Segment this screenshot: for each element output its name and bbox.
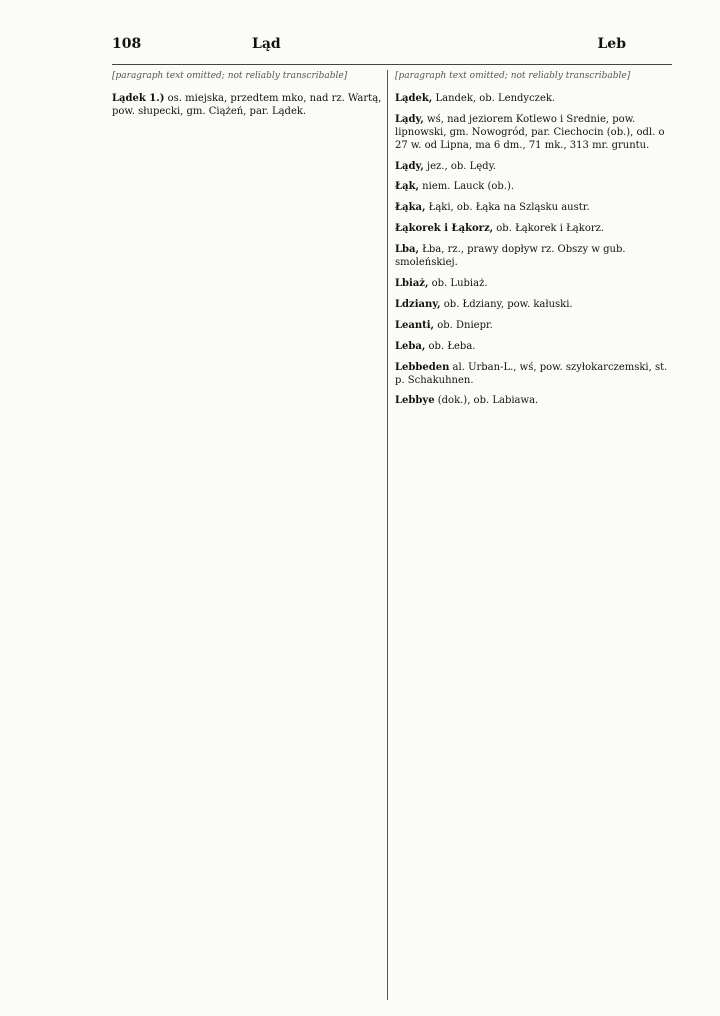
right-definition: ob. Lubiaż.	[428, 277, 488, 289]
left-column-omitted-note: [paragraph text omitted; not reliably transcribable]	[112, 71, 348, 81]
left-headword: Lądek 1.)	[112, 92, 165, 104]
right-definition: ob. Łeba.	[425, 340, 476, 352]
right-entry	[395, 278, 677, 291]
right-headword: Łąk,	[395, 181, 419, 193]
right-entry	[395, 93, 677, 106]
right-entry	[395, 244, 677, 270]
right-definition: ob. Łdziany, pow. kałuski.	[440, 298, 573, 310]
left-entries	[112, 93, 382, 119]
right-definition: jez., ob. Lędy.	[423, 160, 497, 172]
right-definition: ob. Łąkorek i Łąkorz.	[493, 223, 605, 235]
right-entry	[395, 362, 677, 388]
right-column-omitted-note: [paragraph text omitted; not reliably transcribable]	[395, 71, 631, 81]
left-definition: os. miejska, przedtem mko, nad rz. Wartą, pow. słupecki, gm. Ciążeń, par. Lądek.	[112, 92, 382, 117]
page-number: 108	[112, 36, 142, 52]
right-entry	[395, 223, 677, 236]
right-headword: Leanti,	[395, 319, 435, 331]
right-headword: Lądy,	[395, 160, 424, 172]
right-entry	[395, 395, 677, 408]
right-definition: ob. Dniepr.	[434, 319, 493, 331]
header-rule	[112, 64, 672, 65]
right-entry	[395, 320, 677, 333]
right-definition: Łba, rz., prawy dopływ rz. Obszy w gub. smoleńskiej.	[395, 244, 626, 269]
right-headword: Leba,	[395, 340, 426, 352]
right-headword: Lądek,	[395, 92, 433, 104]
right-definition: al. Urban-L., wś, pow. szyłokarczemski, st. p. Schakuhnen.	[395, 361, 668, 386]
right-entry	[395, 202, 677, 215]
left-running-head: Ląd	[252, 36, 281, 52]
right-definition: Landek, ob. Lendyczek.	[432, 92, 556, 104]
right-entry	[395, 299, 677, 312]
right-headword: Łąka,	[395, 202, 426, 214]
right-entries	[395, 93, 677, 408]
left-entry	[112, 93, 382, 119]
right-headword: Lbiaż,	[395, 277, 429, 289]
right-definition: Łąki, ob. Łąka na Szląsku austr.	[425, 202, 590, 214]
right-headword: Łąkorek i Łąkorz,	[395, 223, 494, 235]
right-headword: Lebbeden	[395, 361, 450, 373]
right-headword: Ldziany,	[395, 298, 441, 310]
right-column	[395, 70, 677, 416]
right-definition: niem. Lauck (ob.).	[419, 181, 515, 193]
right-headword: Lebbye	[395, 395, 435, 407]
page-header	[112, 36, 672, 56]
right-entry	[395, 161, 677, 174]
right-definition: wś, nad jeziorem Kotlewo i Srednie, pow. lipnowski, gm. Nowogród, par. Ciechocin (ob.), odl. o 27 w. od Lipna, ma 6 dm., 71 mk., 313 mr. gruntu.	[395, 113, 665, 151]
left-column	[112, 70, 382, 127]
right-headword: Lba,	[395, 244, 419, 256]
right-headword: Lądy,	[395, 113, 424, 125]
right-entry	[395, 181, 677, 194]
right-entry	[395, 114, 677, 153]
column-divider	[387, 70, 388, 1000]
right-definition: (dok.), ob. Labiawa.	[434, 395, 539, 407]
right-running-head: Leb	[597, 36, 626, 52]
right-entry	[395, 341, 677, 354]
